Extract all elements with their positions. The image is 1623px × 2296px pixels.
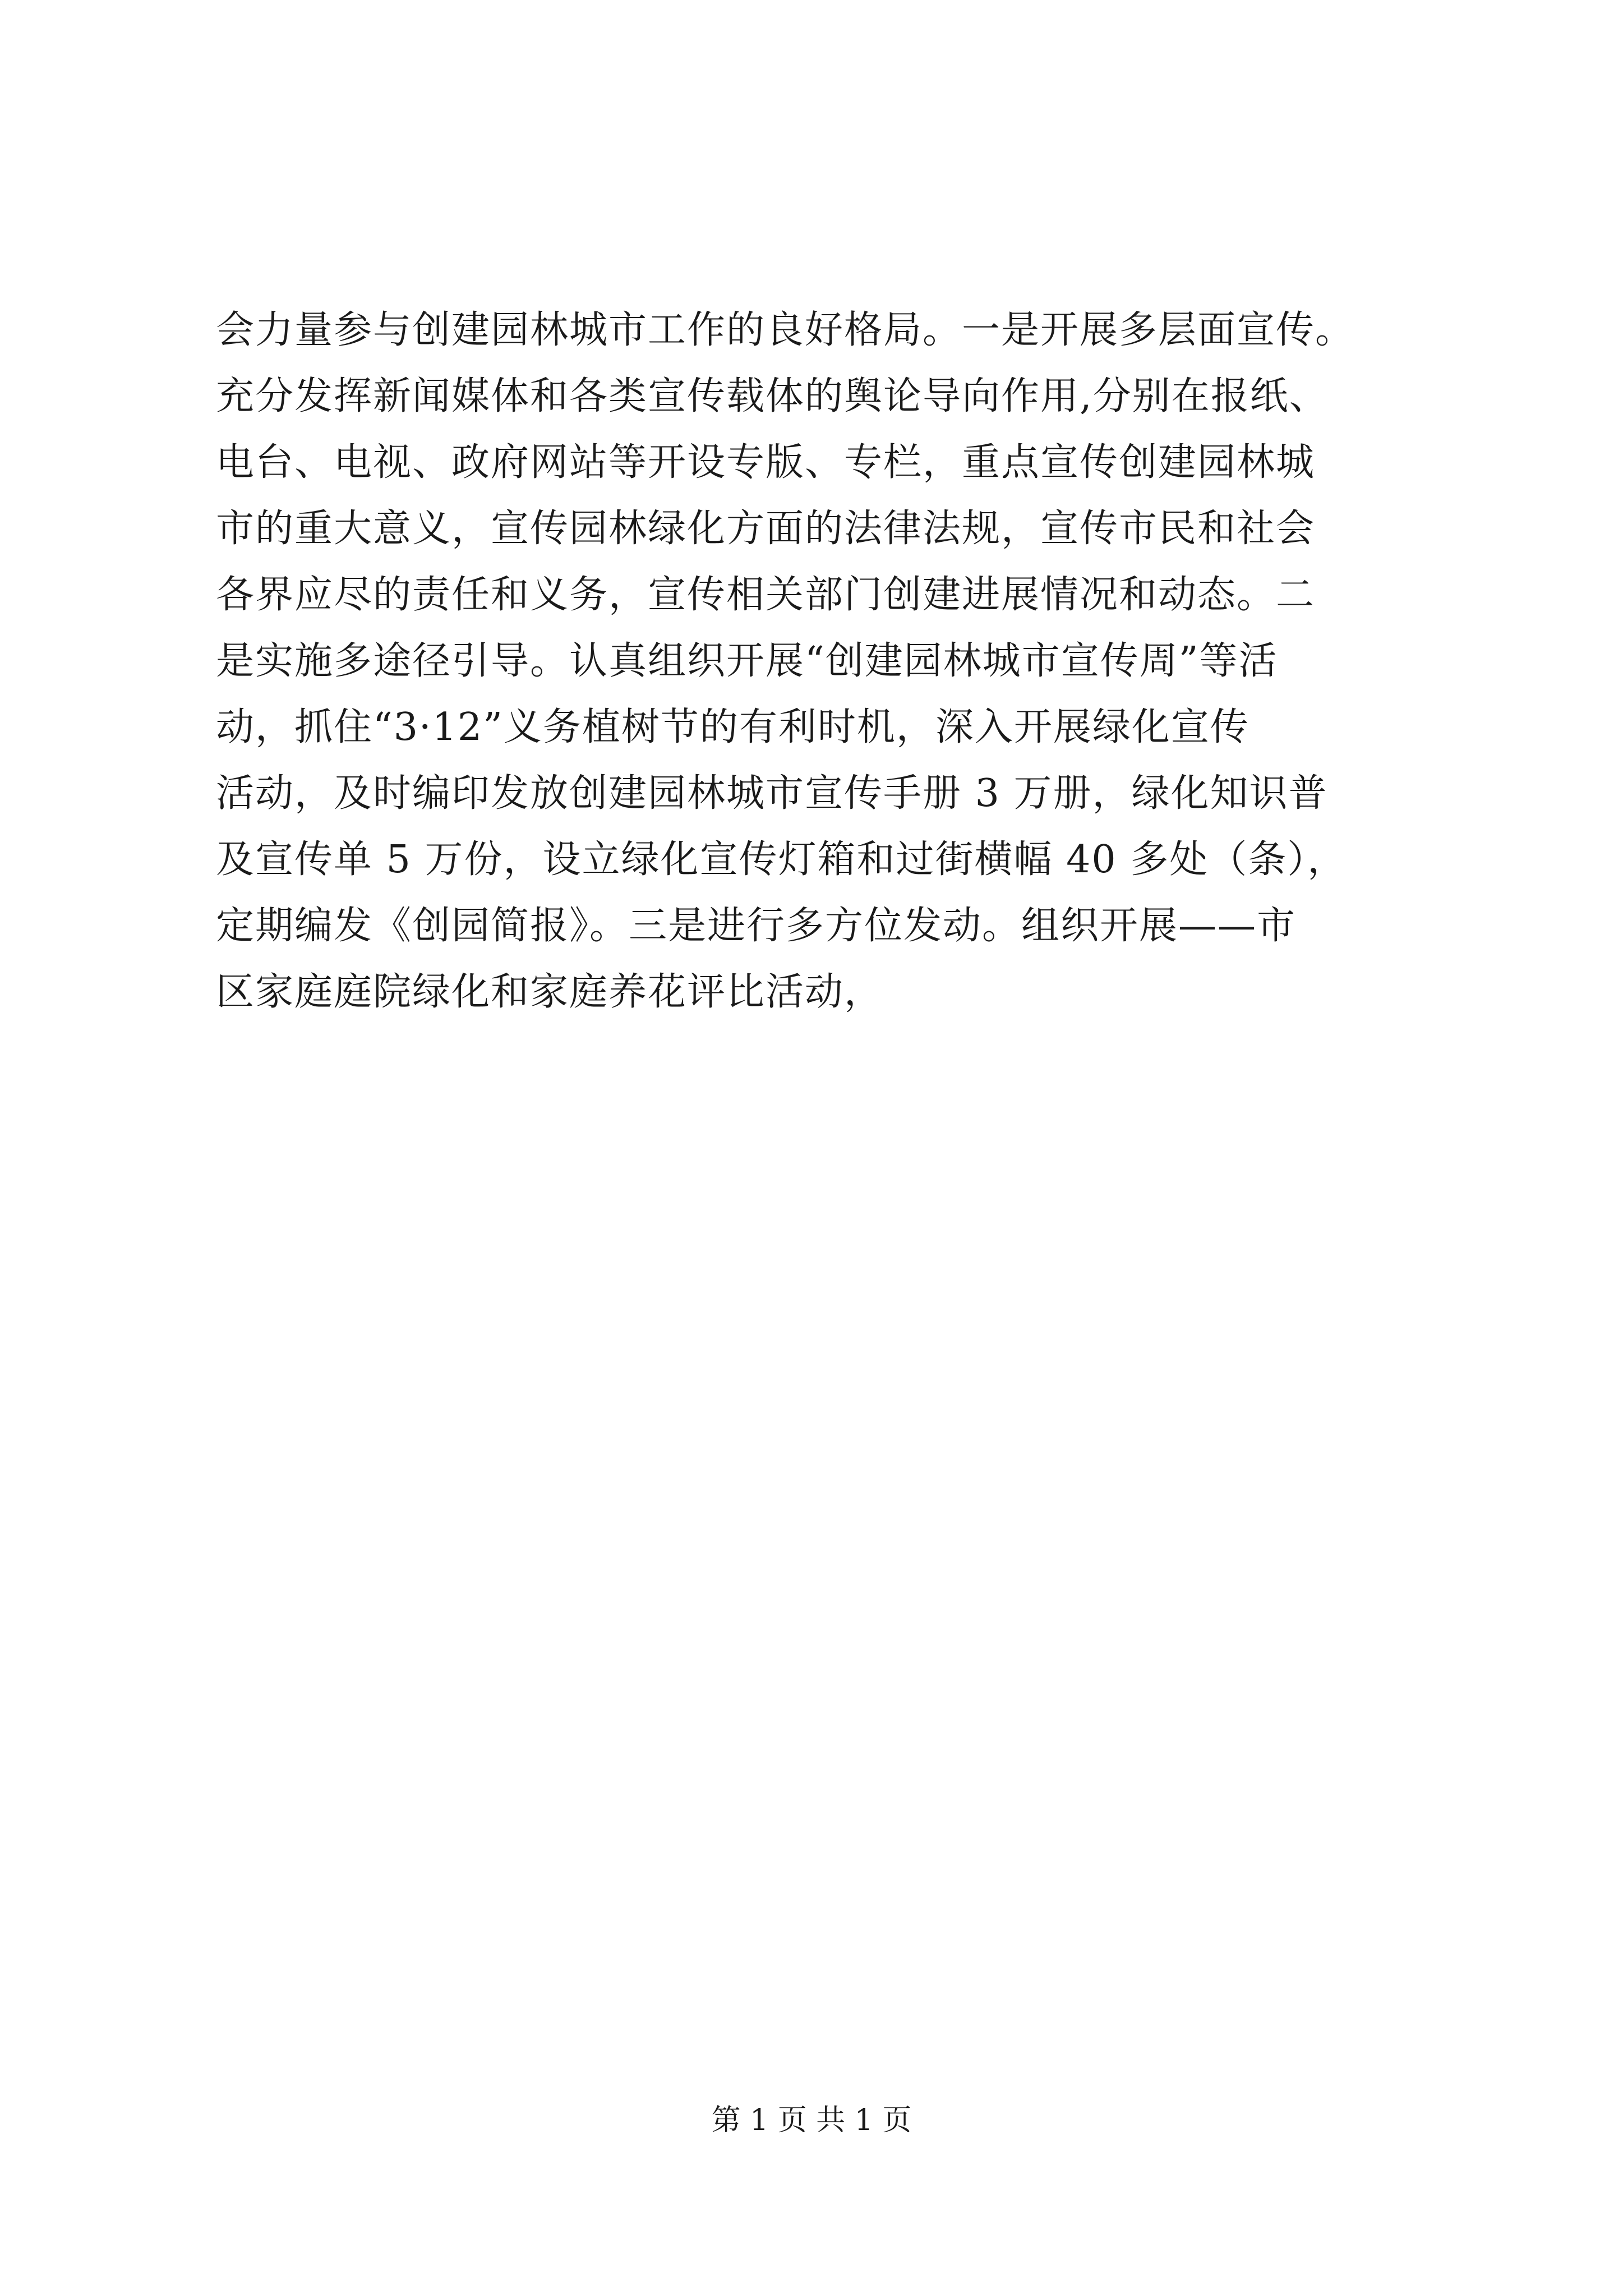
paragraph-line-1: 会力量参与创建园林城市工作的良好格局。一是开展多层面宣传。 — [216, 308, 1355, 352]
paragraph-line-9: 及宣传单 5 万份，设立绿化宣传灯箱和过街横幅 40 多处（条）， — [216, 838, 1347, 882]
document-body — [216, 297, 1506, 1025]
paragraph-line-2: 充分发挥新闻媒体和各类宣传载体的舆论导向作用,分别在报纸、 — [216, 374, 1329, 418]
paragraph-line-8: 活动，及时编印发放创建园林城市宣传手册 3 万册，绿化知识普 — [216, 771, 1328, 816]
page-number: 第 1 页 共 1 页 — [711, 2104, 912, 2137]
paragraph-line-7: 动，抓住“3·12”义务植树节的有利时机，深入开展绿化宣传 — [216, 705, 1249, 749]
paragraph-line-11: 区家庭庭院绿化和家庭养花评比活动， — [216, 970, 884, 1014]
paragraph-line-4: 市的重大意义，宣传园林绿化方面的法律法规，宣传市民和社会 — [216, 507, 1316, 551]
paragraph-line-3: 电台、电视、政府网站等开设专版、专栏，重点宣传创建园林城 — [216, 440, 1316, 485]
paragraph-line-5: 各界应尽的责任和义务，宣传相关部门创建进展情况和动态。二 — [216, 573, 1316, 617]
page-footer — [0, 2101, 1623, 2140]
paragraph-line-6: 是实施多途径引导。认真组织开展“创建园林城市宣传周”等活 — [216, 639, 1278, 683]
paragraph-line-10: 定期编发《创园简报》。三是进行多方位发动。组织开展——市 — [216, 904, 1297, 948]
